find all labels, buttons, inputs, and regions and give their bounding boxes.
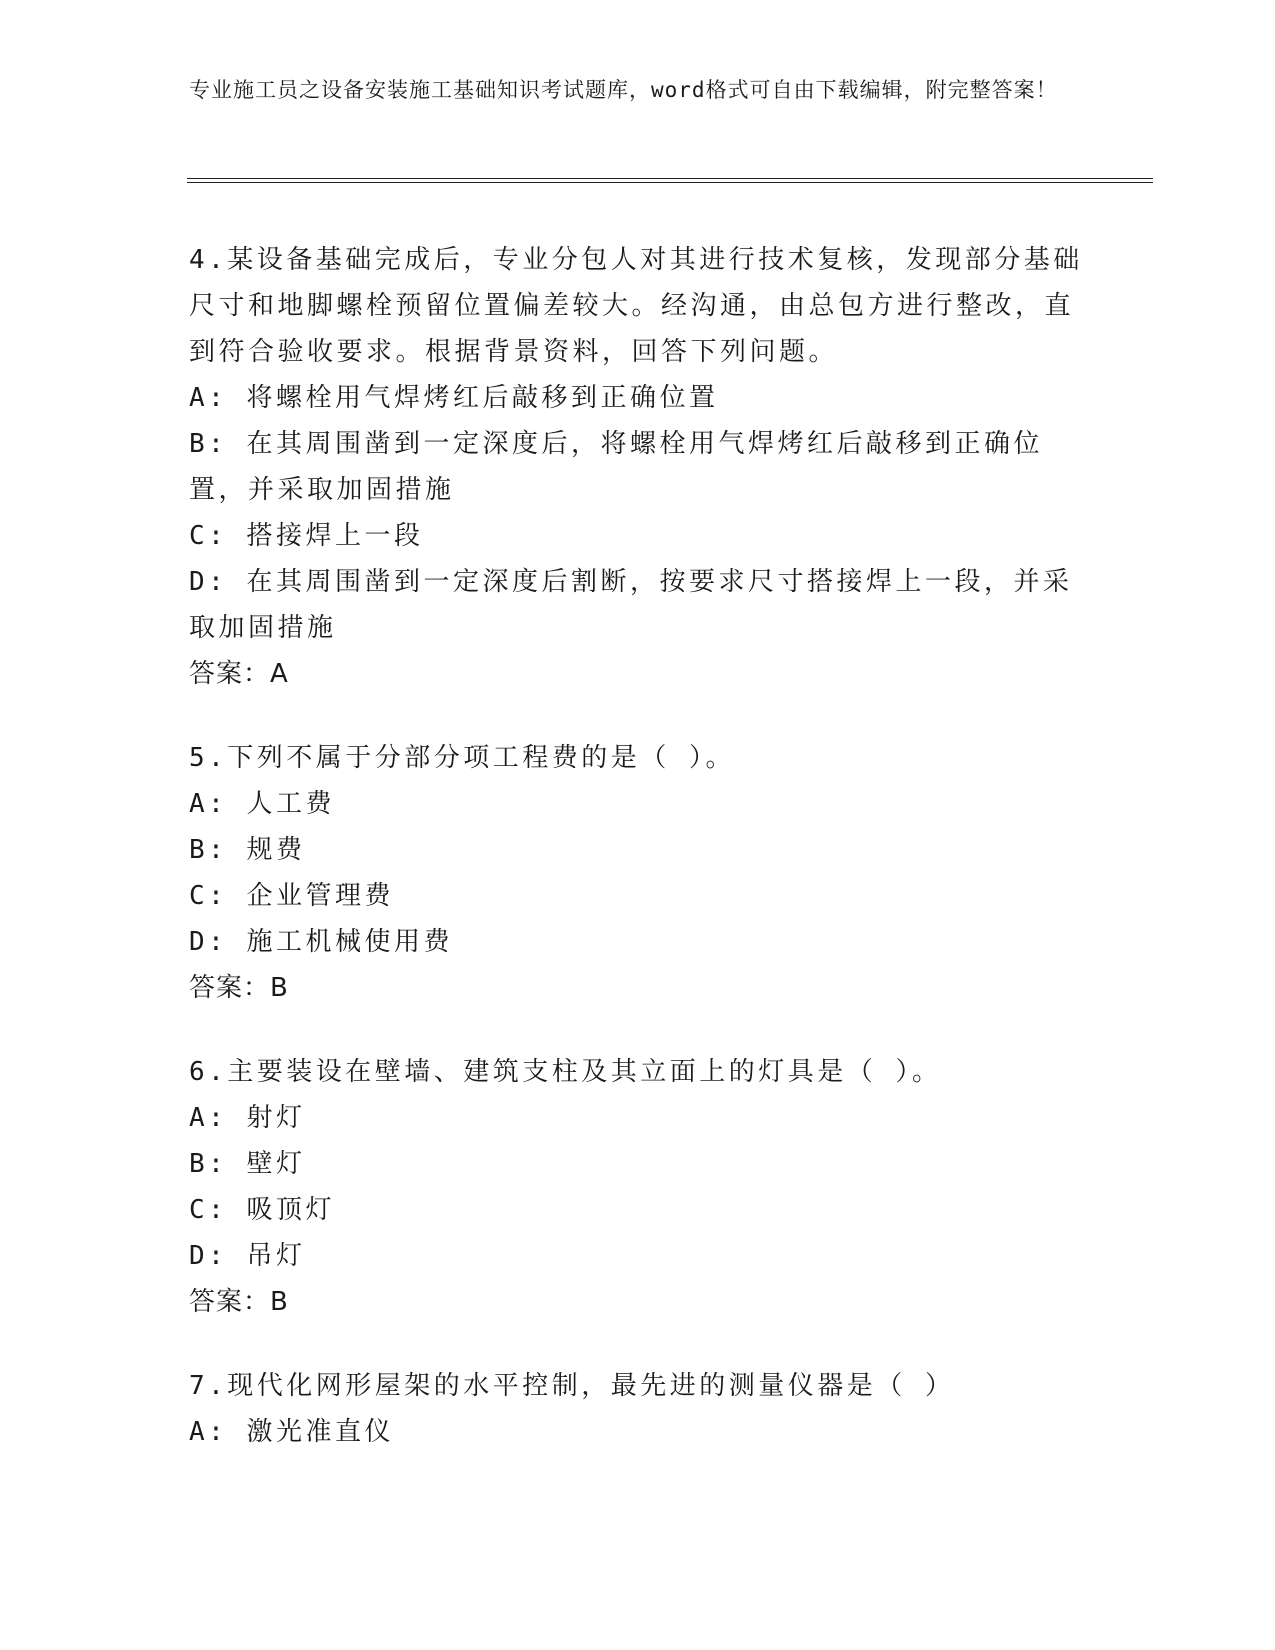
header-title: 专业施工员之设备安装施工基础知识考试题库，word格式可自由下载编辑，附完整答案！ bbox=[189, 78, 1058, 102]
option-b: B: 在其周围凿到一定深度后，将螺栓用气焊烤红后敲移到正确位置，并采取加固措施 bbox=[189, 429, 1043, 505]
option-b: B: 规费 bbox=[189, 835, 306, 865]
question-item bbox=[189, 735, 1089, 1011]
header-divider bbox=[187, 178, 1153, 183]
option-a: A: 射灯 bbox=[189, 1103, 306, 1133]
option-c: C: 搭接焊上一段 bbox=[189, 521, 424, 551]
question-list bbox=[189, 237, 1089, 1455]
answer: 答案：A bbox=[189, 659, 289, 689]
option-d: D: 施工机械使用费 bbox=[189, 927, 453, 957]
option-c: C: 吸顶灯 bbox=[189, 1195, 335, 1225]
question-item bbox=[189, 1363, 1089, 1455]
option-d: D: 在其周围凿到一定深度后割断，按要求尺寸搭接焊上一段，并采取加固措施 bbox=[189, 567, 1073, 643]
page-header bbox=[189, 74, 1069, 107]
answer: 答案：B bbox=[189, 1287, 289, 1317]
option-d: D: 吊灯 bbox=[189, 1241, 306, 1271]
question-text: 6.主要装设在壁墙、建筑支柱及其立面上的灯具是（ ）。 bbox=[189, 1057, 942, 1087]
question-text: 5.下列不属于分部分项工程费的是（ ）。 bbox=[189, 743, 735, 773]
question-text: 7.现代化网形屋架的水平控制，最先进的测量仪器是（ ） bbox=[189, 1371, 955, 1401]
option-c: C: 企业管理费 bbox=[189, 881, 394, 911]
question-item bbox=[189, 237, 1089, 697]
option-b: B: 壁灯 bbox=[189, 1149, 306, 1179]
option-a: A: 激光准直仪 bbox=[189, 1417, 394, 1447]
option-a: A: 人工费 bbox=[189, 789, 335, 819]
answer: 答案：B bbox=[189, 973, 289, 1003]
question-text: 4.某设备基础完成后，专业分包人对其进行技术复核，发现部分基础尺寸和地脚螺栓预留位置偏差较大。经沟通，由总包方进行整改，直到符合验收要求。根据背景资料，回答下列问题。 bbox=[189, 245, 1083, 367]
question-item bbox=[189, 1049, 1089, 1325]
option-a: A: 将螺栓用气焊烤红后敲移到正确位置 bbox=[189, 383, 719, 413]
